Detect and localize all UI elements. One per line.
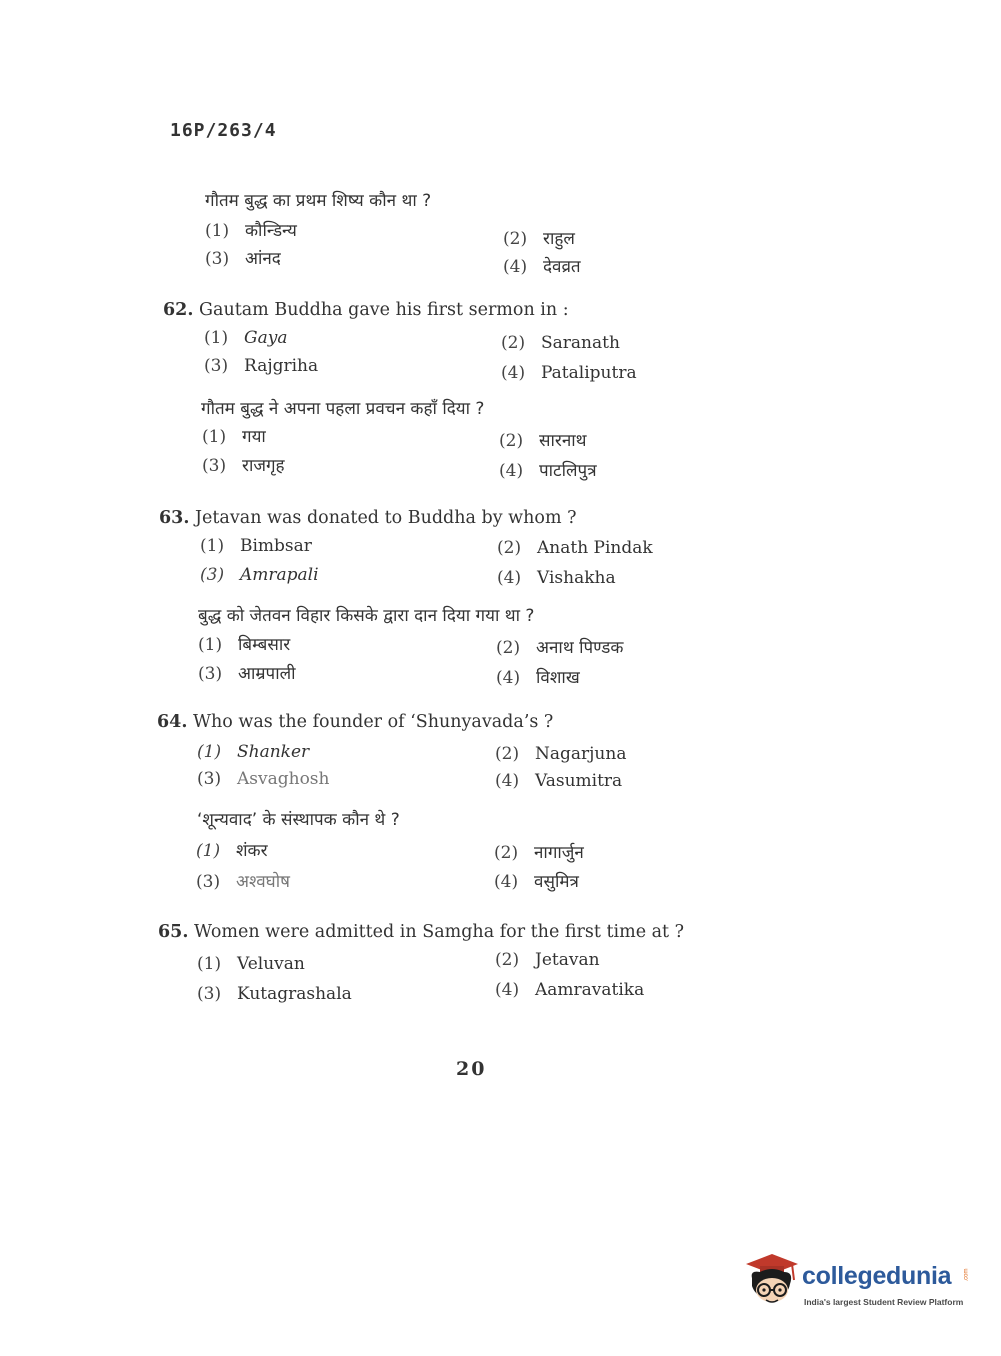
collegedunia-watermark xyxy=(742,1250,972,1320)
option-text: नागार्जुन xyxy=(534,843,584,863)
q64-option-2 xyxy=(495,744,626,764)
option-number: (1) xyxy=(205,221,230,241)
option-text: Rajgriha xyxy=(244,356,319,376)
option-number: (3) xyxy=(197,984,222,1004)
question-number: 63. xyxy=(159,508,190,528)
option-number: (3) xyxy=(202,456,227,476)
q63-option-2 xyxy=(497,538,653,558)
option-text: कौन्डिन्य xyxy=(245,221,297,241)
option-number: (3) xyxy=(200,565,225,585)
option-number: (4) xyxy=(497,568,522,588)
option-text: Bimbsar xyxy=(240,536,312,556)
option-text: वसुमित्र xyxy=(534,872,579,892)
q64-hindi-option-4 xyxy=(494,869,579,892)
question-text: Jetavan was donated to Buddha by whom ? xyxy=(195,508,577,528)
q64-hindi-option-2 xyxy=(494,840,584,863)
option-number: (4) xyxy=(499,461,524,481)
option-number: (4) xyxy=(494,872,519,892)
brand-name: collegedunia xyxy=(802,1262,952,1290)
option-number: (2) xyxy=(495,950,520,970)
q64-hindi-option-3 xyxy=(196,869,290,892)
question-text: Women were admitted in Samgha for the first time at ? xyxy=(194,922,685,942)
q64-question xyxy=(157,712,553,732)
question-number: 64. xyxy=(157,712,188,732)
option-number: (2) xyxy=(497,538,522,558)
option-text: शंकर xyxy=(236,841,268,861)
option-text: सारनाथ xyxy=(539,431,587,451)
q61-hindi-option-4 xyxy=(503,254,581,277)
option-text: गया xyxy=(242,427,266,447)
question-number: 62. xyxy=(163,300,194,320)
option-text: Jetavan xyxy=(535,950,600,970)
q63-hindi-option-3 xyxy=(198,661,296,684)
q61-hindi-option-2 xyxy=(503,226,575,249)
q65-question xyxy=(158,922,684,942)
option-number: (1) xyxy=(202,427,227,447)
option-text: Shanker xyxy=(237,742,310,762)
q63-option-3 xyxy=(200,565,319,585)
option-number: (4) xyxy=(495,980,520,1000)
q62-option-2 xyxy=(501,333,620,353)
option-number: (1) xyxy=(197,742,222,762)
q62-option-3 xyxy=(204,356,318,376)
q65-option-2 xyxy=(495,950,600,970)
q64-option-1 xyxy=(197,742,309,762)
q63-option-1 xyxy=(200,536,312,556)
question-text: Gautam Buddha gave his first sermon in : xyxy=(199,300,569,320)
q63-question xyxy=(159,508,577,528)
option-text: Aamravatika xyxy=(535,980,645,1000)
question-number: 65. xyxy=(158,922,189,942)
mascot-icon xyxy=(742,1250,800,1312)
q61-hindi-option-3 xyxy=(205,246,281,269)
option-text: बिम्बसार xyxy=(238,635,291,655)
q62-hindi-option-2 xyxy=(499,428,587,451)
option-number: (2) xyxy=(496,638,521,658)
q62-option-1 xyxy=(204,328,287,348)
option-number: (2) xyxy=(499,431,524,451)
option-text: राहुल xyxy=(543,229,575,249)
q63-hindi-option-2 xyxy=(496,635,623,658)
q62-option-4 xyxy=(501,363,637,383)
option-number: (1) xyxy=(204,328,229,348)
option-text: Vasumitra xyxy=(535,771,623,791)
q63-option-4 xyxy=(497,568,616,588)
q63-hindi-option-1 xyxy=(198,632,290,655)
q61-hindi-question: गौतम बुद्ध का प्रथम शिष्य कौन था ? xyxy=(205,191,432,211)
q62-hindi-option-4 xyxy=(499,458,597,481)
option-number: (1) xyxy=(198,635,223,655)
option-number: (2) xyxy=(503,229,528,249)
option-text: अनाथ पिण्डक xyxy=(536,638,624,658)
q64-option-3 xyxy=(197,769,329,789)
option-text: पाटलिपुत्र xyxy=(539,461,597,481)
option-text: Saranath xyxy=(541,333,620,353)
option-text: Pataliputra xyxy=(541,363,637,383)
option-number: (1) xyxy=(197,954,222,974)
option-text: देवव्रत xyxy=(543,257,581,277)
q62-hindi-question: गौतम बुद्ध ने अपना पहला प्रवचन कहाँ दिया ? xyxy=(201,399,485,419)
option-text: विशाख xyxy=(536,668,580,688)
q62-hindi-option-1 xyxy=(202,424,266,447)
option-text: Veluvan xyxy=(237,954,305,974)
option-number: (3) xyxy=(197,769,222,789)
q62-hindi-option-3 xyxy=(202,453,285,476)
option-text: Anath Pindak xyxy=(537,538,653,558)
q65-option-1 xyxy=(197,954,305,974)
option-number: (3) xyxy=(204,356,229,376)
q64-option-4 xyxy=(495,771,622,791)
q65-option-4 xyxy=(495,980,644,1000)
question-text: Who was the founder of ‘Shunyavada’s ? xyxy=(193,712,554,732)
option-text: Amrapali xyxy=(240,565,319,585)
option-text: Vishakha xyxy=(537,568,616,588)
option-text: Asvaghosh xyxy=(237,769,330,789)
option-number: (3) xyxy=(205,249,230,269)
option-number: (2) xyxy=(494,843,519,863)
option-number: (4) xyxy=(496,668,521,688)
q62-question xyxy=(163,300,569,320)
brand-tagline: India's largest Student Review Platform xyxy=(804,1297,964,1307)
q63-hindi-question: बुद्ध को जेतवन विहार किसके द्वारा दान दिया गया था ? xyxy=(198,606,535,626)
q61-hindi-option-1 xyxy=(205,218,297,241)
option-text: Nagarjuna xyxy=(535,744,627,764)
option-text: राजगृह xyxy=(242,456,285,476)
option-number: (4) xyxy=(501,363,526,383)
option-number: (4) xyxy=(495,771,520,791)
option-number: (2) xyxy=(495,744,520,764)
q64-hindi-question: ‘शून्यवाद’ के संस्थापक कौन थे ? xyxy=(197,810,400,830)
paper-code: 16P/263/4 xyxy=(170,120,277,141)
q64-hindi-option-1 xyxy=(196,838,268,861)
option-number: (1) xyxy=(200,536,225,556)
option-number: (3) xyxy=(196,872,221,892)
page-number: 20 xyxy=(456,1058,487,1080)
option-text: अश्वघोष xyxy=(236,872,290,892)
q63-hindi-option-4 xyxy=(496,665,580,688)
option-text: Gaya xyxy=(244,328,288,348)
brand-suffix: .com xyxy=(963,1268,970,1282)
option-text: आंनद xyxy=(245,249,281,269)
q65-option-3 xyxy=(197,984,352,1004)
option-number: (1) xyxy=(196,841,221,861)
option-number: (4) xyxy=(503,257,528,277)
option-text: Kutagrashala xyxy=(237,984,352,1004)
option-number: (3) xyxy=(198,664,223,684)
option-number: (2) xyxy=(501,333,526,353)
option-text: आम्रपाली xyxy=(238,664,296,684)
